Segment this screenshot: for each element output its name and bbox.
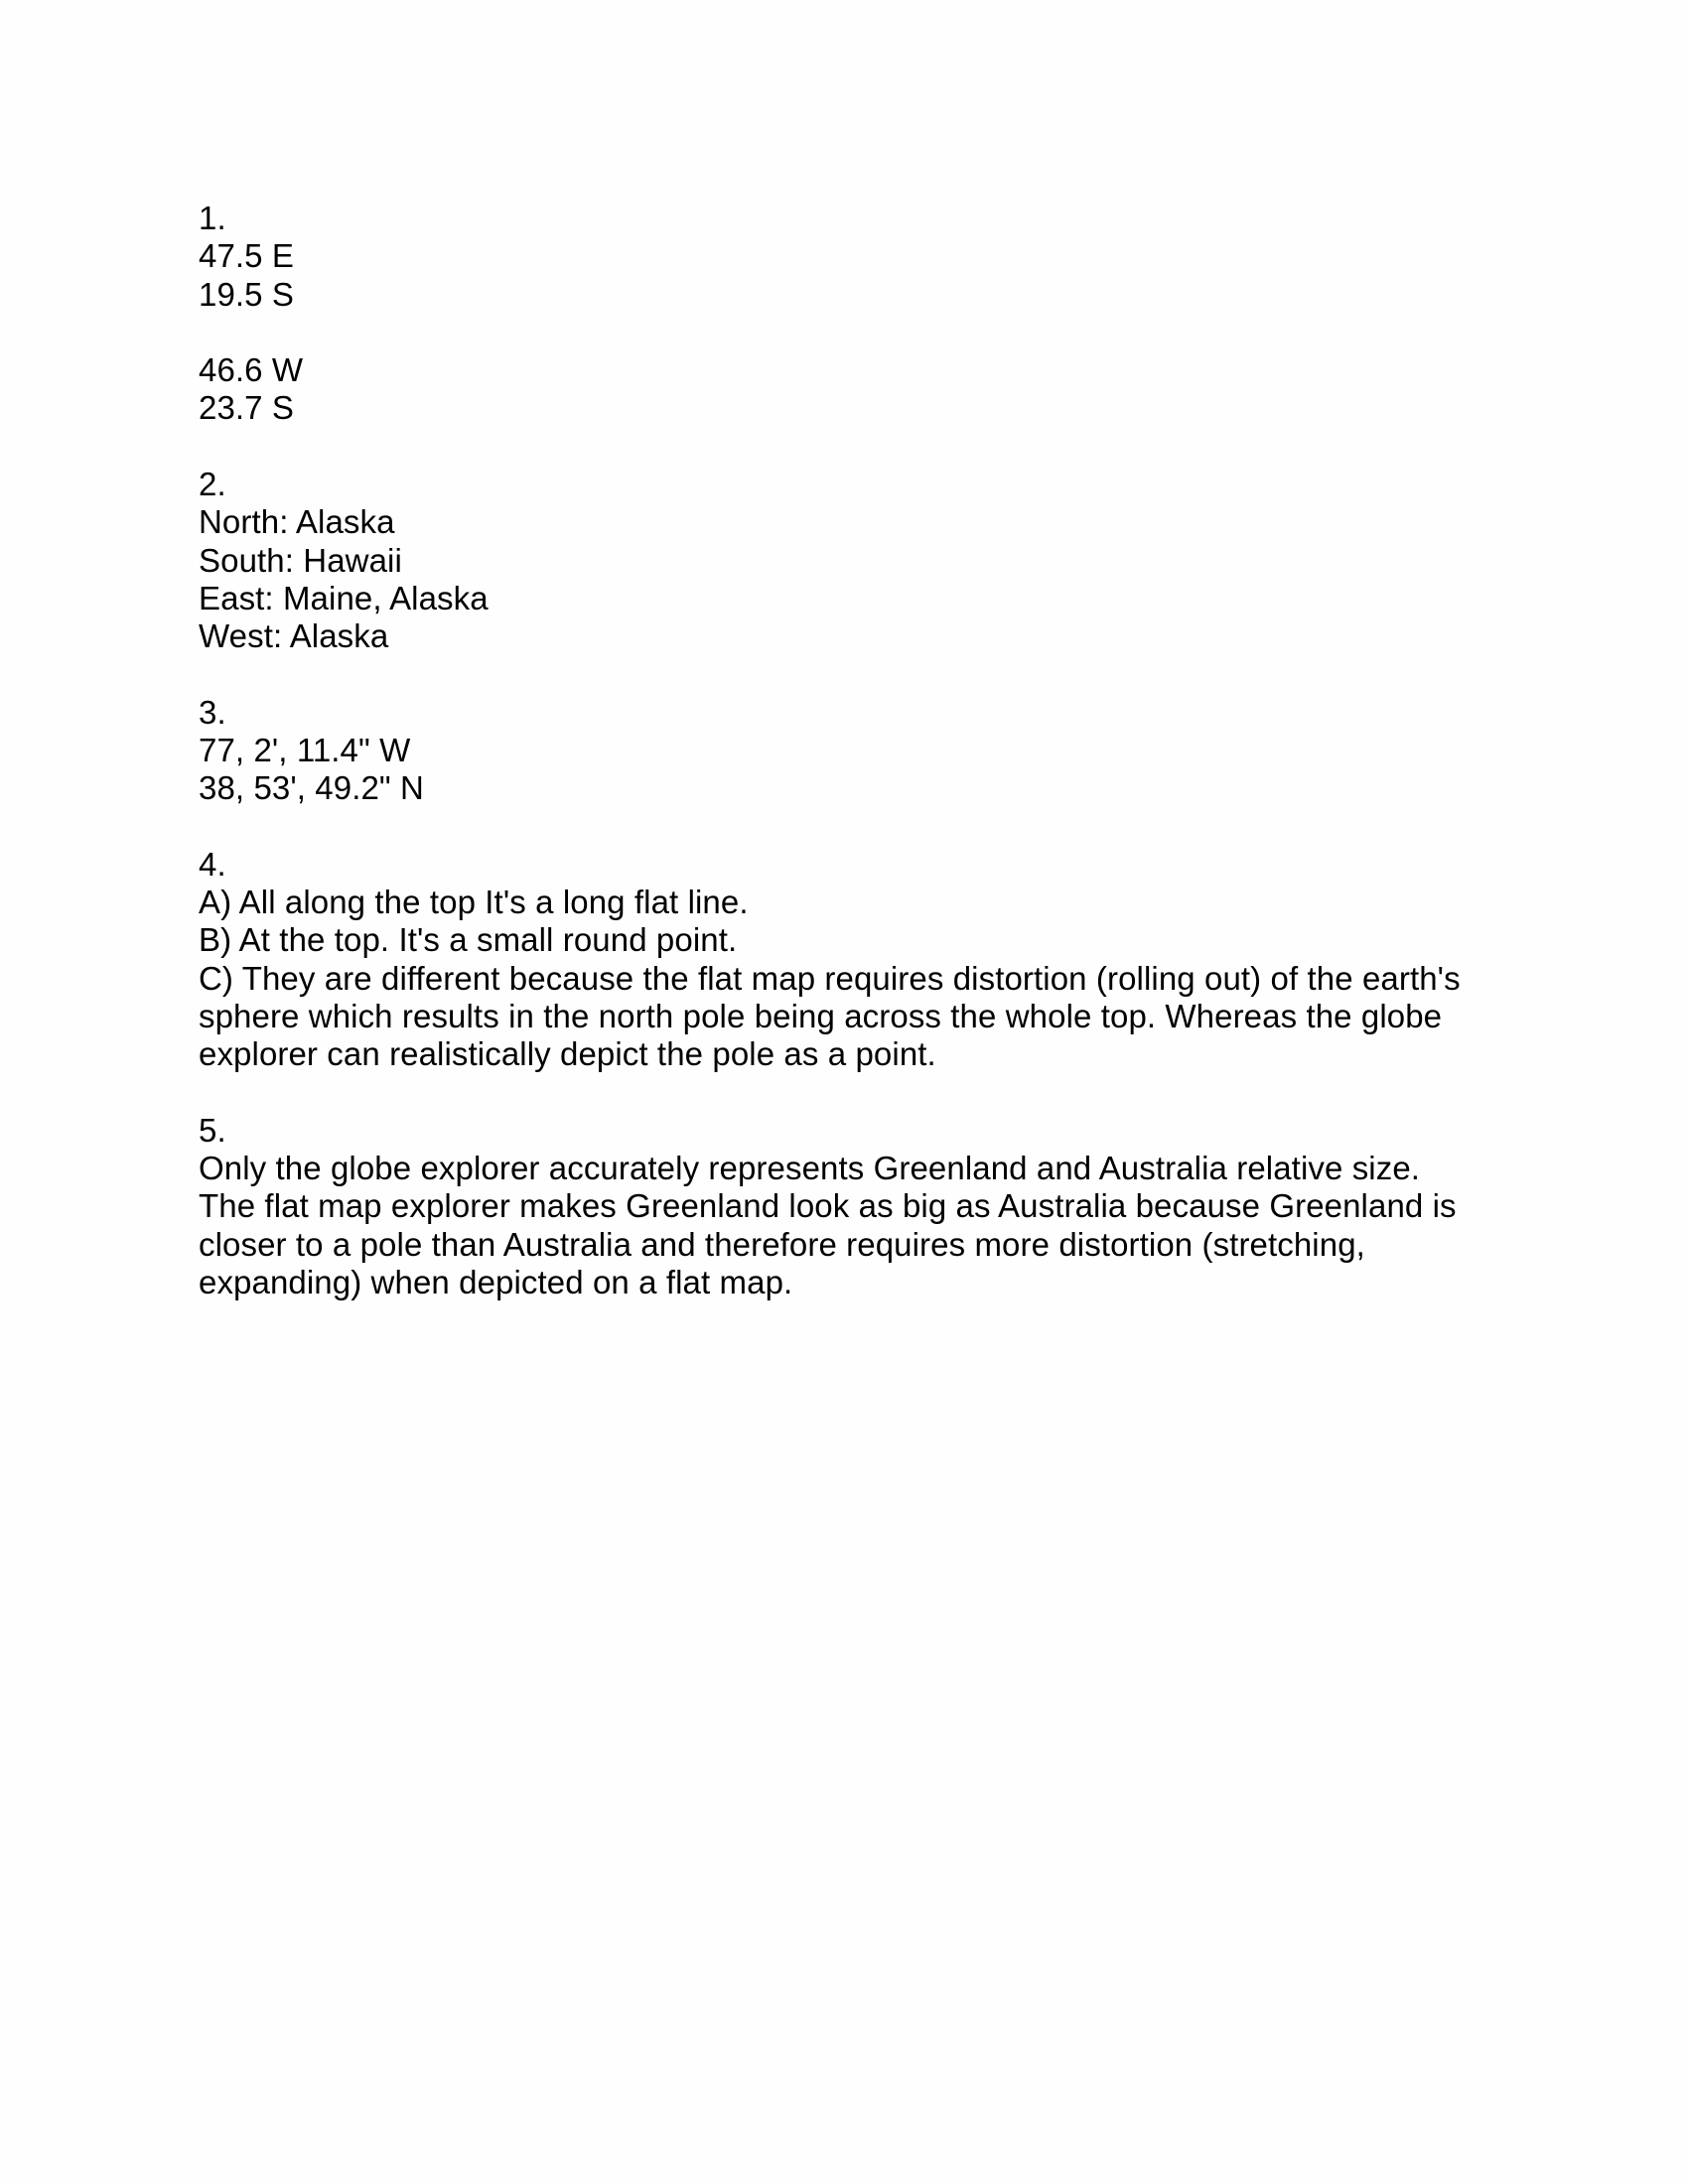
answer-2 [199,466,1509,655]
direction-north: North: Alaska [199,503,395,541]
answer-number: 1. [199,200,226,236]
answer-part-a: A) All along the top It's a long flat line. [199,884,749,921]
answer-number: 2. [199,465,226,502]
blank-line [199,808,1509,846]
paragraph-line: Only the globe explorer accurately represents Greenland and Australia relative size. [199,1150,1421,1187]
answer-number: 4. [199,845,226,883]
coordinate-latitude: 23.7 S [199,389,295,427]
paragraph-line: closer to a pole than Australia and therefore requires more distortion (stretching, [199,1225,1365,1263]
answer-4 [199,846,1509,1074]
answer-5 [199,1112,1509,1301]
blank-line [199,314,1509,351]
answer-part-b: B) At the top. It's a small round point. [199,921,738,959]
answer-part-c-continued: explorer can realistically depict the pole as a point. [199,1035,936,1073]
direction-south: South: Hawaii [199,541,402,579]
direction-east: East: Maine, Alaska [199,579,489,616]
blank-line [199,1073,1509,1111]
coordinate-longitude: 47.5 E [199,237,295,275]
coordinate-longitude-dms: 77, 2', 11.4" W [199,731,411,768]
answer-1 [199,200,1509,428]
paragraph-line: The flat map explorer makes Greenland look as big as Australia because Greenland is [199,1187,1457,1225]
coordinate-latitude: 19.5 S [199,275,295,313]
coordinate-latitude-dms: 38, 53', 49.2" N [199,769,424,807]
answer-number: 5. [199,1111,226,1149]
direction-west: West: Alaska [199,617,389,655]
paragraph-line: expanding) when depicted on a flat map. [199,1263,793,1300]
blank-line [199,428,1509,466]
answer-part-c: C) They are different because the flat map requires distortion (rolling out) of the earth's [199,959,1461,997]
answer-number: 3. [199,693,226,731]
answer-text-body [199,200,1509,1301]
answer-3 [199,694,1509,808]
blank-line [199,655,1509,693]
coordinate-longitude: 46.6 W [199,351,304,389]
answer-part-c-continued: sphere which results in the north pole being across the whole top. Whereas the globe [199,997,1443,1034]
